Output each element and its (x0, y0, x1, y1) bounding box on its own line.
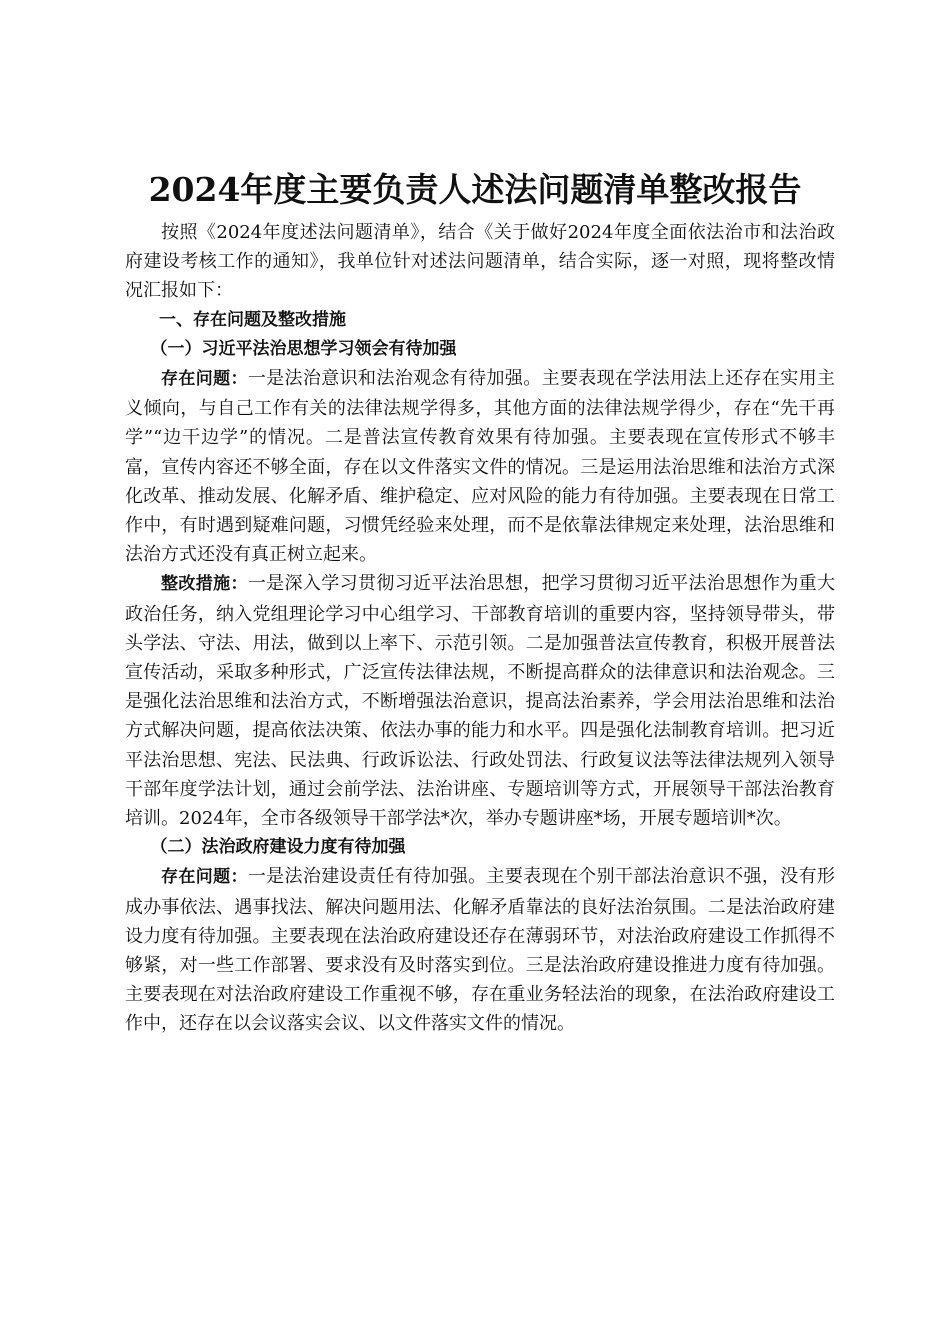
subsection-heading-1: （一）习近平法治思想学习领会有待加强 (150, 338, 457, 359)
intro-paragraph: 按照《2024年度述法问题清单》，结合《关于做好2024年度全面依法治市和法治政府建设考核工作的通知》，我单位针对述法问题清单，结合实际，逐一对照，现将整改情况汇报如下： (125, 222, 835, 302)
measure-paragraph-1 (125, 569, 835, 833)
problem-text: 一是法治建设责任有待加强。主要表现在个别干部法治意识不强，没有形成办事依法、遇事找法、解决问题用法、化解矛盾靠法的良好法治氛围。二是法治政府建设力度有待加强。主要表现在法治政府建设还存在薄弱环节，对法治政府建设工作抓得不够紧，对一些工作部署、要求没有及时落实到位。三是法治政府建设推进力度有待加强。主要表现在对法治政府建设工作重视不够，存在重业务轻法治的现象，在法治政府建设工作中，还存在以会议落实会议、以文件落实文件的情况。 (125, 866, 836, 1035)
document-body (125, 218, 835, 1039)
measure-text: 一是深入学习贯彻习近平法治思想，把学习贯彻习近平法治思想作为重大政治任务，纳入党组理论学习中心组学习、干部教育培训的重要内容，坚持领导带头，带头学法、守法、用法，做到以上率下、示范引领。二是加强普法宣传教育，积极开展普法宣传活动，采取多种形式，广泛宣传法律法规，不断提高群众的法律意识和法治观念。三是强化法治思维和法治方式，不断增强法治意识，提高法治素养，学会用法治思维和法治方式解决问题，提高依法决策、依法办事的能力和水平。四是强化法制教育培训。把习近平法治思想、宪法、民法典、行政诉讼法、行政处罚法、行政复议法等法律法规列入领导干部年度学法计划，通过会前学法、法治讲座、专题培训等方式，开展领导干部法治教育培训。2024年，全市各级领导干部学法*次，举办专题讲座*场，开展专题培训*次。 (125, 573, 836, 830)
problem-label: 存在问题： (161, 867, 248, 888)
document-title: 2024年度主要负责人述法问题清单整改报告 (148, 170, 802, 209)
subsection-heading-2: （二）法治政府建设力度有待加强 (150, 837, 406, 858)
problem-label: 存在问题： (161, 369, 248, 390)
problem-paragraph-2 (125, 862, 835, 1038)
problem-text: 一是法治意识和法治观念有待加强。主要表现在学法用法上还存在实用主义倾向，与自己工作有关的法律法规学得多，其他方面的法律法规学得少，存在“先干再学”“边干边学”的情况。二是普法宣传教育效果有待加强。主要表现在宣传形式不够丰富，宣传内容还不够全面，存在以文件落实文件的情况。三是运用法治思维和法治方式深化改革、推动发展、化解矛盾、维护稳定、应对风险的能力有待加强。主要表现在日常工作中，有时遇到疑难问题，习惯凭经验来处理，而不是依靠法律规定来处理，法治思维和法治方式还没有真正树立起来。 (125, 368, 836, 566)
section-heading: 一、存在问题及整改措施 (159, 309, 346, 330)
measure-label: 整改措施： (161, 574, 248, 595)
problem-paragraph-1 (125, 364, 835, 569)
